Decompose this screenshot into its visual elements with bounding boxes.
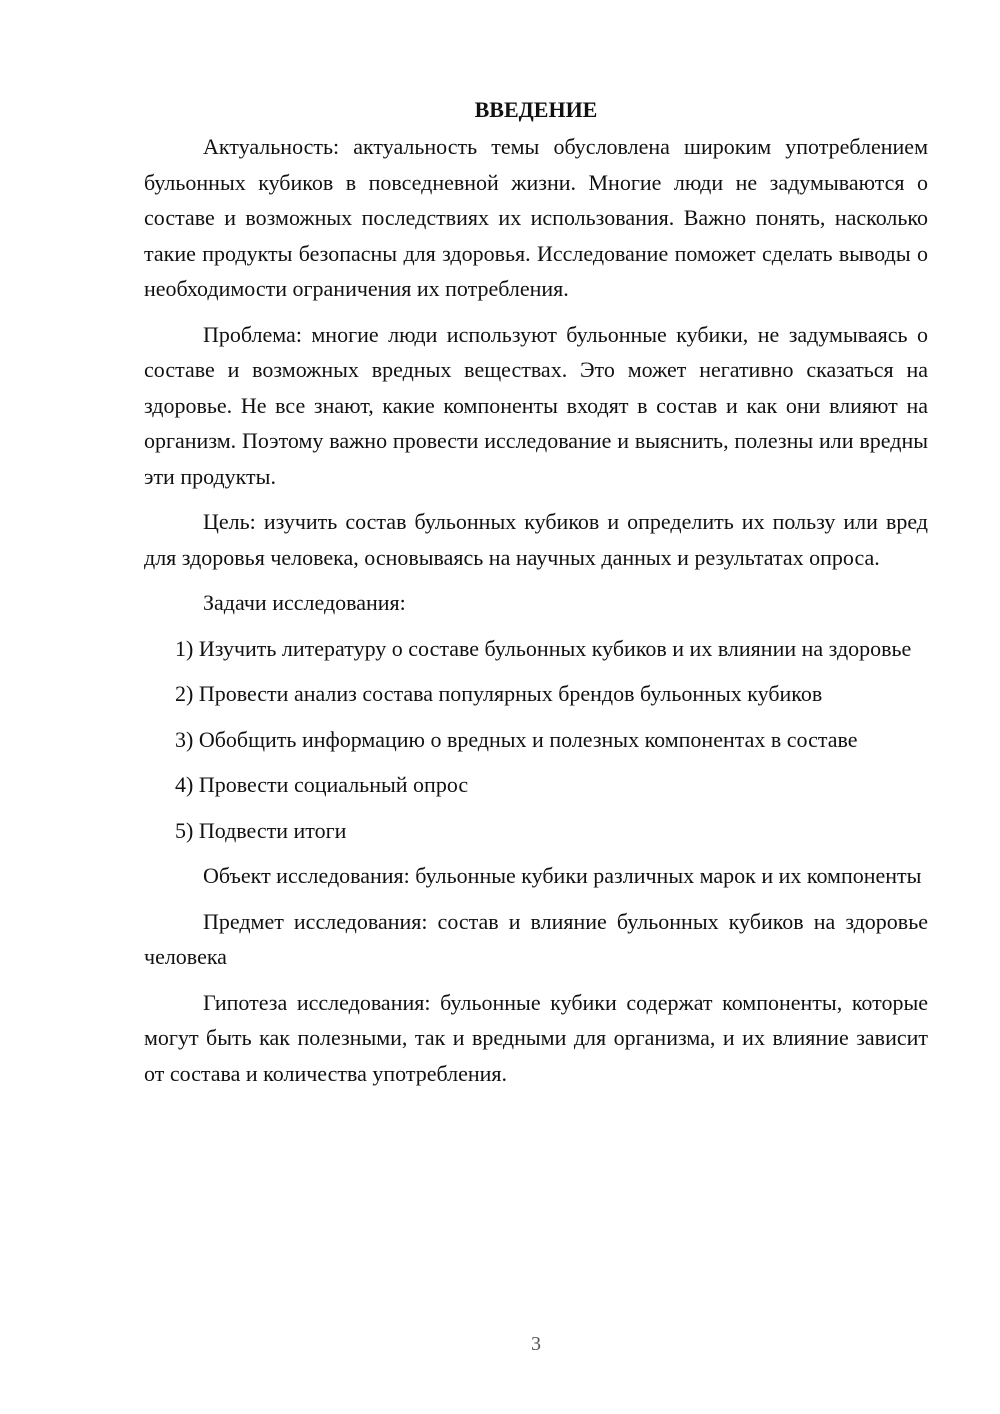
object-paragraph: Объект исследования: бульонные кубики различных марок и их компоненты bbox=[203, 863, 922, 888]
task-item-2: 2) Провести анализ состава популярных брендов бульонных кубиков bbox=[175, 681, 823, 706]
goal-paragraph: Цель: изучить состав бульонных кубиков и определить их пользу или вред для здоровья человека, основываясь на научных данных и результатах опроса. bbox=[144, 509, 928, 570]
task-item-1: 1) Изучить литературу о составе бульонных кубиков и их влиянии на здоровье bbox=[175, 635, 912, 661]
problem-paragraph: Проблема: многие люди используют бульонные кубики, не задумываясь о составе и возможных вредных веществах. Это может негативно сказаться на здоровье. Не все знают, какие компоненты входят в состав и как они влияют на организм. Поэтому важно провести исследование и выяснить, полезны или вредны эти продукты. bbox=[144, 321, 928, 489]
task-item-5: 5) Подвести итоги bbox=[175, 817, 347, 843]
subject-paragraph: Предмет исследования: состав и влияние бульонных кубиков на здоровье человека bbox=[144, 908, 928, 969]
task-item-3: 3) Обобщить информацию о вредных и полезных компонентах в составе bbox=[175, 726, 858, 752]
task-item-4: 4) Провести социальный опрос bbox=[175, 772, 469, 797]
tasks-heading: Задачи исследования: bbox=[203, 590, 406, 615]
page-number: 3 bbox=[531, 1333, 541, 1355]
tasks-list bbox=[144, 631, 928, 849]
page-title: ВВЕДЕНИЕ bbox=[474, 97, 598, 122]
hypothesis-paragraph: Гипотеза исследования: бульонные кубики содержат компоненты, которые могут быть как полезными, так и вредными для организма, и их влияние зависит от состава и количества употребления. bbox=[144, 989, 928, 1086]
document-page bbox=[144, 92, 928, 1091]
relevance-paragraph: Актуальность: актуальность темы обусловлена широким употреблением бульонных кубиков в повседневной жизни. Многие люди не задумываются о составе и возможных последствиях их использования. Важно понять, насколько такие продукты безопасны для здоровья. Исследование поможет сделать выводы о необходимости ограничения их потребления. bbox=[144, 134, 928, 301]
